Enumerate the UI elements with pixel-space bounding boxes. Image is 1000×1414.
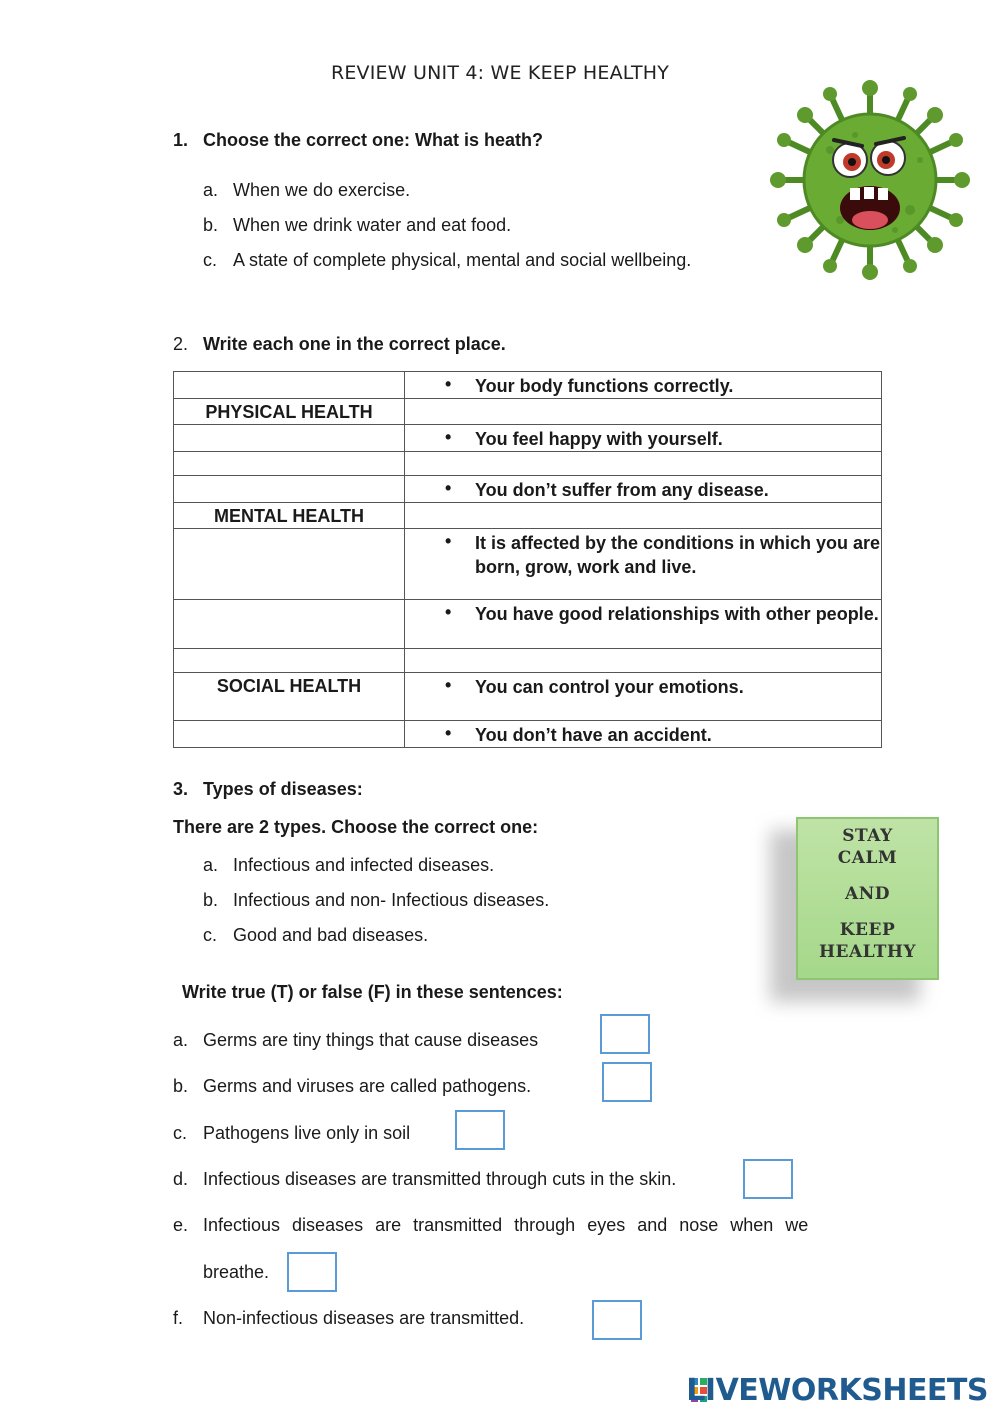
item-letter: b. (173, 1076, 189, 1096)
tf-item-d (173, 1169, 676, 1190)
item-letter: d. (173, 1169, 189, 1189)
cell-text: You don’t have an accident. (475, 725, 712, 745)
question-3 (173, 779, 363, 800)
table-cell-right[interactable] (405, 721, 882, 748)
question-3-subtitle: There are 2 types. Choose the correct one: (173, 817, 539, 837)
answer-box-c[interactable] (455, 1110, 505, 1150)
tf-item-f (173, 1308, 524, 1329)
tf-item-e (173, 1215, 857, 1236)
option-text: A state of complete physical, mental and social wellbeing. (233, 250, 692, 270)
cell-text: You can control your emotions. (475, 677, 744, 697)
item-text: Germs are tiny things that cause diseases (203, 1030, 539, 1050)
table-cell-left[interactable] (174, 425, 405, 452)
option-letter: c. (203, 925, 218, 945)
stay-calm-sign (796, 817, 939, 980)
option-letter: a. (203, 180, 219, 200)
item-text: Pathogens live only in soil (203, 1123, 411, 1143)
sign-line: KEEP (839, 920, 896, 940)
liveworksheets-logo[interactable]: LIVEWORKSHEETS (686, 1373, 988, 1408)
tf-item-e-continued: breathe. (203, 1262, 270, 1282)
table-cell-left[interactable] (174, 372, 405, 399)
question-2-text: Write each one in the correct place. (203, 334, 506, 354)
bullet-icon: • (445, 602, 452, 622)
answer-box-d[interactable] (743, 1159, 793, 1199)
cell-text: Your body functions correctly. (475, 376, 734, 396)
table-cell-right[interactable] (405, 673, 882, 721)
answer-box-b[interactable] (602, 1062, 652, 1102)
question-1-text: Choose the correct one: What is heath? (203, 130, 544, 150)
option-text: When we do exercise. (233, 180, 411, 200)
cell-text: It is affected by the conditions in which you are born, grow, work and live. (475, 533, 881, 577)
table-cell-left[interactable] (174, 673, 405, 721)
sign-line: STAY (842, 826, 893, 846)
q3-option-b[interactable] (203, 890, 549, 911)
item-text: Non-infectious diseases are transmitted. (203, 1308, 525, 1328)
item-letter: c. (173, 1123, 188, 1143)
virus-icon (770, 80, 970, 280)
cell-text: You feel happy with yourself. (475, 429, 723, 449)
bullet-icon: • (445, 374, 452, 394)
bullet-icon: • (445, 723, 452, 743)
q3-option-a[interactable] (203, 855, 494, 876)
item-letter: f. (173, 1308, 184, 1328)
true-false-heading: Write true (T) or false (F) in these sentences: (182, 982, 563, 1002)
item-text: Infectious diseases are transmitted through cuts in the skin. (203, 1169, 677, 1189)
tf-item-c (173, 1123, 410, 1144)
page-title: REVIEW UNIT 4: WE KEEP HEALTHY (330, 62, 670, 84)
option-letter: c. (203, 250, 218, 270)
bullet-icon: • (445, 531, 452, 551)
table-cell-right[interactable] (405, 600, 882, 649)
item-text: Germs and viruses are called pathogens. (203, 1076, 532, 1096)
q1-option-c[interactable] (203, 250, 691, 271)
table-cell-left[interactable] (174, 721, 405, 748)
option-text: Infectious and non- Infectious diseases. (233, 890, 550, 910)
cell-text: You don’t suffer from any disease. (475, 480, 769, 500)
question-2 (173, 334, 506, 355)
option-letter: b. (203, 890, 219, 910)
cell-text (174, 372, 404, 373)
q1-option-a[interactable] (203, 180, 410, 201)
question-1 (173, 130, 543, 151)
q1-option-b[interactable] (203, 215, 511, 236)
item-letter: a. (173, 1030, 189, 1050)
question-3-number: 3. (173, 779, 189, 799)
virus-illustration (770, 80, 970, 285)
table-cell-right[interactable] (405, 425, 882, 452)
item-letter: e. (173, 1215, 189, 1235)
category-label: MENTAL HEALTH (214, 506, 364, 526)
answer-box-f[interactable] (592, 1300, 642, 1340)
sign-line: HEALTHY (818, 942, 917, 962)
table-cell-left[interactable] (174, 399, 405, 425)
question-2-number: 2. (173, 334, 189, 354)
tf-item-b (173, 1076, 531, 1097)
option-text: When we drink water and eat food. (233, 215, 512, 235)
sign-line: AND (845, 884, 890, 904)
table-cell-right[interactable] (405, 399, 882, 425)
bullet-icon: • (445, 427, 452, 447)
table-cell-left[interactable] (174, 600, 405, 649)
table-cell-right[interactable] (405, 503, 882, 529)
table-cell-right[interactable] (405, 649, 882, 673)
table-cell-left[interactable] (174, 476, 405, 503)
tf-item-a (173, 1030, 538, 1051)
table-cell-left[interactable] (174, 503, 405, 529)
answer-box-a[interactable] (600, 1014, 650, 1054)
option-text: Good and bad diseases. (233, 925, 429, 945)
table-cell-right[interactable] (405, 372, 882, 399)
option-text: Infectious and infected diseases. (233, 855, 495, 875)
answer-box-e[interactable] (287, 1252, 337, 1292)
category-label: PHYSICAL HEALTH (205, 402, 373, 422)
category-label: SOCIAL HEALTH (216, 676, 362, 696)
option-letter: a. (203, 855, 219, 875)
q3-option-c[interactable] (203, 925, 428, 946)
health-table (173, 371, 882, 748)
table-cell-right[interactable] (405, 452, 882, 476)
item-text: Infectious diseases are transmitted through eyes and nose when we (203, 1215, 809, 1235)
question-1-number: 1. (173, 130, 189, 150)
bullet-icon: • (445, 478, 452, 498)
table-cell-right[interactable] (405, 476, 882, 503)
table-cell-left[interactable] (174, 649, 405, 673)
option-letter: b. (203, 215, 219, 235)
table-cell-left[interactable] (174, 452, 405, 476)
table-cell-right[interactable] (405, 529, 882, 600)
cell-text: You have good relationships with other people. (475, 604, 879, 624)
bullet-icon: • (445, 675, 452, 695)
question-3-text: Types of diseases: (203, 779, 363, 799)
sign-line: CALM (837, 848, 898, 868)
table-cell-left[interactable] (174, 529, 405, 600)
